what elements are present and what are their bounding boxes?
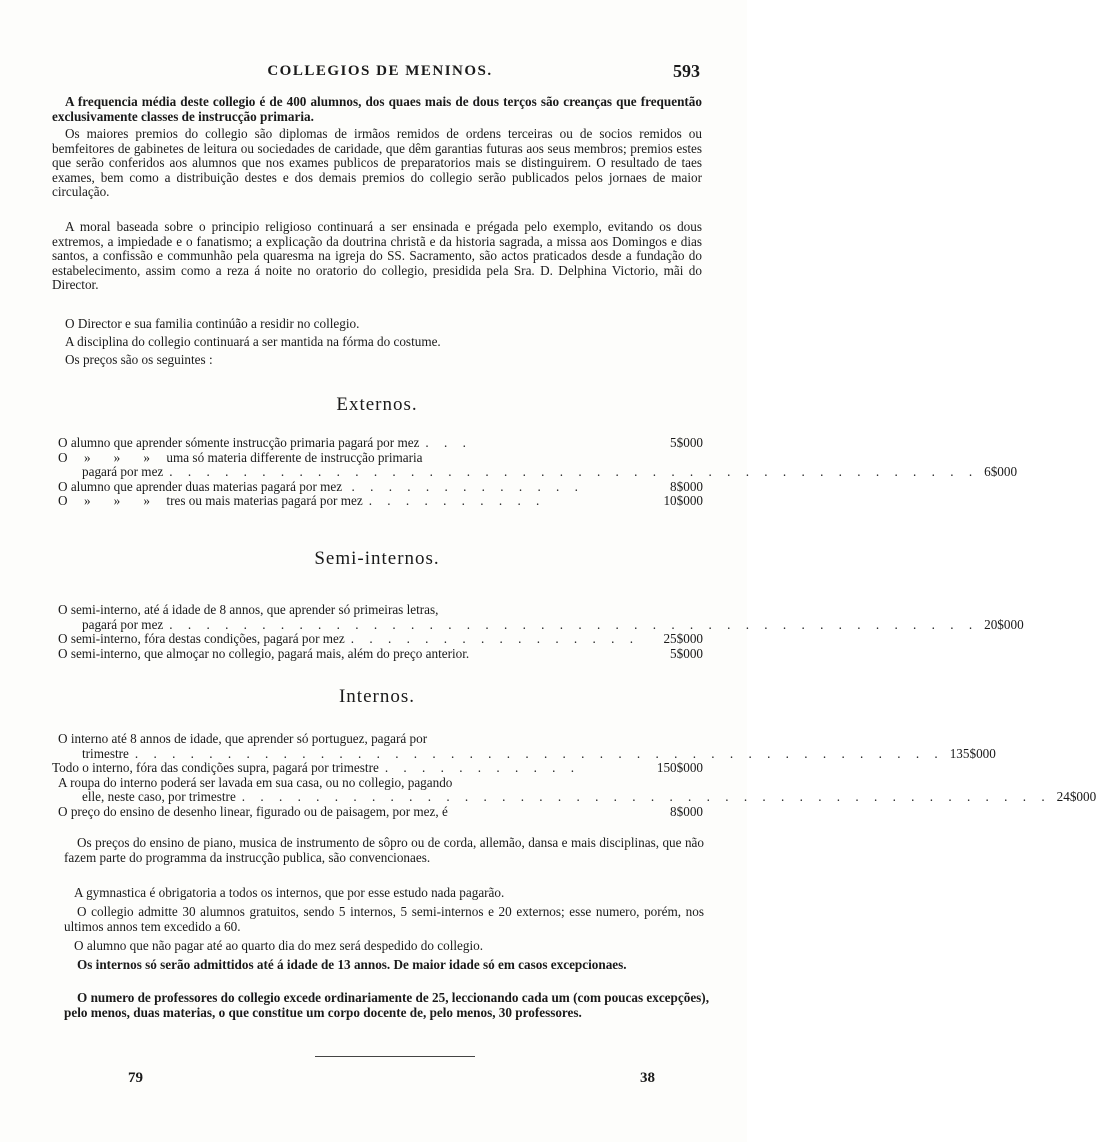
price-row bbox=[58, 731, 996, 761]
footer-signature-left: 79 bbox=[128, 1070, 143, 1086]
price-description: O » » » uma só materia differente de instrucção primaria bbox=[58, 449, 423, 465]
price-amount: 5$000 bbox=[670, 435, 703, 450]
price-description: O semi-interno, fóra destas condições, pagará por mez bbox=[58, 631, 345, 646]
price-row bbox=[58, 436, 703, 451]
price-amount: 8$000 bbox=[670, 478, 703, 494]
dot-leader: . . . . . . . . . . . . . . . . . . . . . . . . . . . . . . . . . . . . . . . . . . . . bbox=[241, 789, 1051, 804]
footer-signature-right: 38 bbox=[640, 1070, 655, 1086]
price-row bbox=[58, 602, 1024, 632]
section-title-internos: Internos. bbox=[338, 686, 415, 707]
footer-rule bbox=[315, 1056, 475, 1057]
price-description: A roupa do interno poderá ser lavada em sua casa, ou no collegio, pagando bbox=[58, 774, 453, 790]
price-description-cont: pagará por mez bbox=[82, 464, 164, 479]
intro-paragraph-5: A disciplina do collegio continuará a ser mantida na fórma do costume. bbox=[65, 334, 441, 349]
price-row bbox=[58, 647, 703, 662]
price-row bbox=[58, 449, 1018, 480]
intro-paragraph-1: A frequencia média deste collegio é de 400 alumnos, dos quaes mais de dous terços são creanças que frequentão exclusivamente classes de instrucção primaria. bbox=[52, 94, 702, 124]
price-description: O alumno que aprender duas materias pagará por mez bbox=[58, 478, 343, 494]
intro-paragraph-6: Os preços são os seguintes : bbox=[65, 352, 213, 367]
section-title-externos: Externos. bbox=[336, 394, 418, 415]
dot-leader: . . . . . . . . . . . bbox=[384, 760, 581, 775]
intro-paragraph-2: Os maiores premios do collegio são diplomas de irmãos remidos de ordens terceiras ou de socios remidos ou bemfeitores de gabinetes de leitura ou sociedades de caridade, que dêm garantias futuras aos seus membros; premios estes que serão conferidos aos alumnos que nos exames publicos de preparatorios mais se distinguirem. O resultado de taes exames, bem como a distribuição destes e dos demais premios do collegio serão publicados pelos jornaes de maior circulação. bbox=[52, 126, 702, 199]
price-row bbox=[52, 761, 703, 776]
price-amount: 6$000 bbox=[984, 464, 1018, 479]
dot-leader: . . . . . . . . . . bbox=[368, 493, 546, 508]
closing-paragraph-1: Os preços do ensino de piano, musica de instrumento de sôpro ou de corda, allemão, dansa e mais disciplinas, que não fazem parte do programma da instrucção publica, são convencionaes. bbox=[64, 835, 704, 865]
price-row bbox=[58, 632, 703, 647]
closing-paragraph-3: O collegio admitte 30 alumnos gratuitos, sendo 5 internos, 5 semi-internos e 20 externos; esse numero, porém, nos ultimos annos tem excedido a 60. bbox=[64, 904, 704, 934]
running-title: COLLEGIOS DE MENINOS. bbox=[267, 63, 493, 79]
price-description: O » » » tres ou mais materias pagará por mez bbox=[58, 493, 363, 508]
price-list-semi-internos bbox=[58, 602, 1024, 661]
price-amount: 20$000 bbox=[984, 616, 1024, 632]
dot-leader: . . . . . . . . . . . . . . . . . . . . . . . . . . . . . . . . . . . . . . . . . . . . bbox=[169, 616, 979, 632]
dot-leader: . . . bbox=[425, 435, 472, 450]
dot-leader: . . . . . . . . . . . . . . . . . . . . . . . . . . . . . . . . . . . . . . . . . . . . bbox=[134, 745, 944, 761]
price-amount: 8$000 bbox=[670, 803, 703, 819]
section-title-semi-internos: Semi-internos. bbox=[314, 548, 440, 569]
price-description: O semi-interno, que almoçar no collegio, pagará mais, além do preço anterior. bbox=[58, 645, 470, 661]
price-description: Todo o interno, fóra das condições supra, pagará por trimestre bbox=[52, 760, 379, 775]
price-description-cont: trimestre bbox=[82, 745, 129, 761]
price-amount: 24$000 bbox=[1056, 789, 1096, 804]
price-row bbox=[58, 480, 703, 495]
dot-leader: . . . . . . . . . . . . . bbox=[351, 478, 584, 494]
intro-paragraph-4: O Director e sua familia continúão a residir no collegio. bbox=[65, 316, 360, 331]
price-list-internos bbox=[52, 731, 1096, 819]
price-description: O interno até 8 annos de idade, que aprender só portuguez, pagará por bbox=[58, 731, 428, 746]
price-description: O alumno que aprender sómente instrucção primaria pagará por mez bbox=[58, 435, 420, 450]
price-amount: 150$000 bbox=[656, 760, 703, 775]
closing-paragraph-4: O alumno que não pagar até ao quarto dia do mez será despedido do collegio. bbox=[74, 938, 484, 953]
price-list-externos bbox=[58, 435, 1018, 509]
price-description: O preço do ensino de desenho linear, figurado ou de paisagem, por mez, é bbox=[58, 803, 448, 819]
price-amount: 10$000 bbox=[663, 493, 703, 508]
price-description: O semi-interno, até á idade de 8 annos, que aprender só primeiras letras, bbox=[58, 602, 439, 617]
price-row bbox=[58, 805, 703, 820]
closing-paragraph-2: A gymnastica é obrigatoria a todos os internos, que por esse estudo nada pagarão. bbox=[74, 885, 505, 900]
dot-leader: . . . . . . . . . . . . . . . . bbox=[350, 631, 639, 646]
price-amount: 135$000 bbox=[949, 745, 996, 761]
page-header bbox=[60, 63, 700, 87]
price-row bbox=[58, 494, 703, 509]
closing-paragraph-6: O numero de professores do collegio excede ordinariamente de 25, leccionando cada um (com poucas excepções), pelo menos, duas materias, o que constitue um corpo docente de, pelo menos, 30 professores. bbox=[64, 990, 709, 1020]
dot-leader: . . . . . . . . . . . . . . . . . . . . . . . . . . . . . . . . . . . . . . . . . . . . bbox=[169, 464, 979, 479]
closing-paragraph-5: Os internos só serão admittidos até á idade de 13 annos. De maior idade só em casos excepcionaes. bbox=[77, 957, 627, 972]
price-amount: 25$000 bbox=[663, 631, 703, 646]
price-description-cont: elle, neste caso, por trimestre bbox=[82, 789, 236, 804]
intro-paragraph-3: A moral baseada sobre o principio religioso continuará a ser ensinada e prégada pelo exemplo, evitando os dous extremos, a impiedade e o fanatismo; a explicação da doutrina christã e da historia sagrada, a missa aos Domingos e dias santos, a confissão e communhão pela quaresma na igreja do SS. Sacramento, são actos praticados desde a fundação do estabelecimento, assim como a reza á noite no oratorio do collegio, presidida pela Sra. D. Delphina Victorio, mãi do Director. bbox=[52, 219, 702, 292]
price-description-cont: pagará por mez bbox=[82, 616, 164, 632]
page-number: 593 bbox=[673, 61, 700, 81]
price-amount: 5$000 bbox=[670, 645, 703, 661]
price-row bbox=[58, 774, 1096, 805]
